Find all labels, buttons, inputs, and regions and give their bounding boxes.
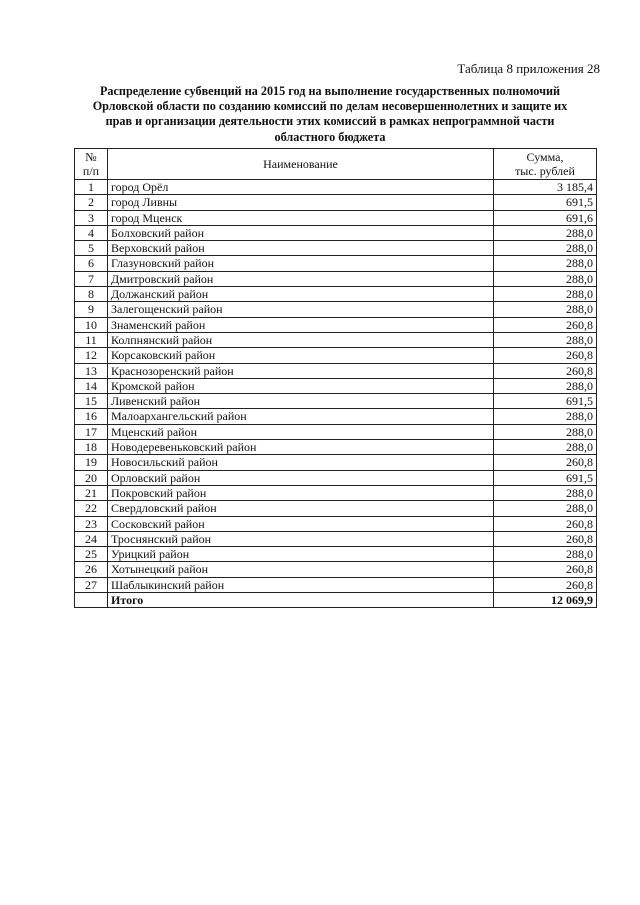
row-number: 3 (75, 210, 108, 225)
total-label: Итого (108, 593, 494, 608)
row-sum: 3 185,4 (494, 180, 597, 195)
title-line: областного бюджета (274, 129, 386, 144)
row-sum: 691,5 (494, 394, 597, 409)
row-sum: 288,0 (494, 271, 597, 286)
table-row (75, 317, 597, 332)
row-number: 8 (75, 287, 108, 302)
table-row (75, 225, 597, 240)
row-name: Новосильский район (108, 455, 494, 470)
table-row (75, 180, 597, 195)
column-header-sum (494, 149, 597, 180)
row-name: Должанский район (108, 287, 494, 302)
total-sum: 12 069,9 (494, 593, 597, 608)
row-name: Шаблыкинский район (108, 577, 494, 592)
row-sum: 260,8 (494, 562, 597, 577)
row-sum: 691,5 (494, 470, 597, 485)
row-sum: 288,0 (494, 485, 597, 500)
row-number: 20 (75, 470, 108, 485)
row-number: 12 (75, 348, 108, 363)
row-sum: 260,8 (494, 516, 597, 531)
column-header-number-line: № (85, 150, 97, 164)
table-row (75, 302, 597, 317)
row-name: Болховский район (108, 225, 494, 240)
table-row (75, 378, 597, 393)
row-number: 7 (75, 271, 108, 286)
row-name: Глазуновский район (108, 256, 494, 271)
row-sum: 288,0 (494, 409, 597, 424)
row-sum: 288,0 (494, 256, 597, 271)
row-sum: 260,8 (494, 317, 597, 332)
row-number: 2 (75, 195, 108, 210)
row-name: Дмитровский район (108, 271, 494, 286)
row-name: Залегощенский район (108, 302, 494, 317)
document-title (70, 84, 590, 145)
row-number: 23 (75, 516, 108, 531)
total-number-cell (75, 593, 108, 608)
row-name: Кромской район (108, 378, 494, 393)
table-row (75, 271, 597, 286)
table-row (75, 409, 597, 424)
row-sum: 260,8 (494, 577, 597, 592)
row-name: Колпнянский район (108, 332, 494, 347)
row-name: Мценский район (108, 424, 494, 439)
row-name: Краснозоренский район (108, 363, 494, 378)
row-number: 17 (75, 424, 108, 439)
table-row (75, 241, 597, 256)
subsidy-table (74, 148, 597, 608)
table-row (75, 424, 597, 439)
row-sum: 288,0 (494, 424, 597, 439)
table-row (75, 332, 597, 347)
row-number: 27 (75, 577, 108, 592)
row-sum: 288,0 (494, 241, 597, 256)
row-name: город Ливны (108, 195, 494, 210)
row-number: 15 (75, 394, 108, 409)
column-header-sum-line: тыс. рублей (515, 164, 575, 178)
row-sum: 288,0 (494, 332, 597, 347)
row-name: Орловский район (108, 470, 494, 485)
column-header-number (75, 149, 108, 180)
row-sum: 288,0 (494, 547, 597, 562)
row-sum: 691,6 (494, 210, 597, 225)
row-name: Хотынецкий район (108, 562, 494, 577)
row-number: 10 (75, 317, 108, 332)
column-header-number-line: п/п (82, 164, 100, 178)
row-sum: 288,0 (494, 287, 597, 302)
row-number: 1 (75, 180, 108, 195)
row-number: 22 (75, 501, 108, 516)
row-number: 13 (75, 363, 108, 378)
title-line: прав и организации деятельности этих комиссий в рамках непрограммной части (105, 114, 555, 129)
table-row (75, 195, 597, 210)
table-caption: Таблица 8 приложения 28 (457, 61, 600, 76)
total-row (75, 593, 597, 608)
row-name: город Мценск (108, 210, 494, 225)
row-number: 25 (75, 547, 108, 562)
row-name: Ливенский район (108, 394, 494, 409)
table-row (75, 363, 597, 378)
row-name: город Орёл (108, 180, 494, 195)
table-row (75, 577, 597, 592)
table-row (75, 516, 597, 531)
row-name: Сосковский район (108, 516, 494, 531)
row-name: Покровский район (108, 485, 494, 500)
table-header-row (75, 149, 597, 180)
row-number: 11 (75, 332, 108, 347)
row-name: Новодеревеньковский район (108, 440, 494, 455)
row-name: Троснянский район (108, 531, 494, 546)
row-number: 14 (75, 378, 108, 393)
row-number: 21 (75, 485, 108, 500)
row-sum: 288,0 (494, 302, 597, 317)
row-number: 19 (75, 455, 108, 470)
table-row (75, 287, 597, 302)
row-sum: 288,0 (494, 501, 597, 516)
table-row (75, 562, 597, 577)
row-name: Урицкий район (108, 547, 494, 562)
row-number: 26 (75, 562, 108, 577)
row-sum: 260,8 (494, 348, 597, 363)
row-name: Корсаковский район (108, 348, 494, 363)
row-number: 16 (75, 409, 108, 424)
table-row (75, 455, 597, 470)
row-number: 9 (75, 302, 108, 317)
table-body (75, 180, 597, 593)
column-header-name: Наименование (108, 149, 494, 180)
row-sum: 288,0 (494, 225, 597, 240)
table-row (75, 440, 597, 455)
row-number: 24 (75, 531, 108, 546)
row-sum: 260,8 (494, 363, 597, 378)
table-row (75, 210, 597, 225)
row-number: 4 (75, 225, 108, 240)
table-row (75, 394, 597, 409)
row-sum: 288,0 (494, 378, 597, 393)
row-number: 18 (75, 440, 108, 455)
column-header-sum-line: Сумма, (526, 150, 564, 164)
title-line: Распределение субвенций на 2015 год на выполнение государственных полномочий (99, 84, 560, 98)
row-sum: 691,5 (494, 195, 597, 210)
row-sum: 260,8 (494, 455, 597, 470)
table-row (75, 256, 597, 271)
row-name: Малоархангельский район (108, 409, 494, 424)
table-row (75, 348, 597, 363)
table-row (75, 470, 597, 485)
table-row (75, 501, 597, 516)
table-row (75, 531, 597, 546)
title-line: Орловской области по созданию комиссий по делам несовершеннолетних и защите их (92, 99, 568, 114)
row-name: Знаменский район (108, 317, 494, 332)
row-number: 5 (75, 241, 108, 256)
row-number: 6 (75, 256, 108, 271)
table-row (75, 547, 597, 562)
table-row (75, 485, 597, 500)
row-sum: 260,8 (494, 531, 597, 546)
row-name: Свердловский район (108, 501, 494, 516)
row-name: Верховский район (108, 241, 494, 256)
row-sum: 288,0 (494, 440, 597, 455)
